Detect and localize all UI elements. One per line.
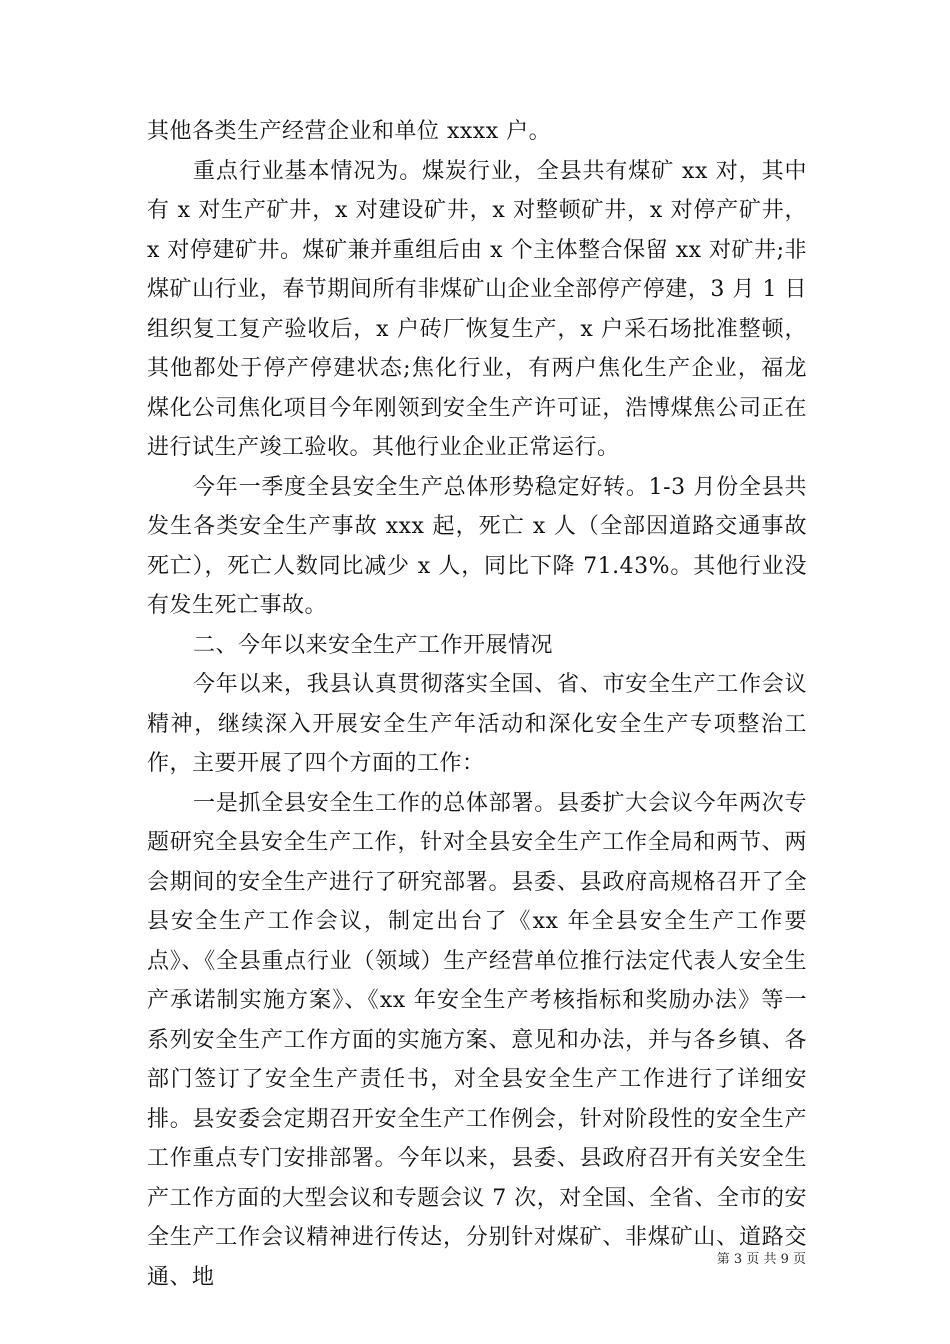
- section-heading: 二、今年以来安全生产工作开展情况: [193, 632, 554, 658]
- page-number-footer: 第 3 页 共 9 页: [716, 1252, 806, 1267]
- paragraph-key-industries: 重点行业基本情况为。煤炭行业，全县共有煤矿 xx 对，其中有 x 对生产矿井，x 对建设矿井，x 对整顿矿井，x 对停产矿井，x 对停建矿井。煤矿兼并重组后由 x 个主体整合保留 xx 对矿井;非煤矿山行业，春节期间所有非煤矿山企业全部停产停建，3 月 1 日组织复工复产验收后，x 户砖厂恢复生产，x 户采石场批准整顿，其他都处于停产停建状态;焦化行业，有两户焦化生产企业，福龙煤化公司焦化项目今年刚领到安全生产许可证，浩博煤焦公司正在进行试生产竣工验收。其他行业企业正常运行。: [147, 158, 807, 460]
- paragraph-overview: 今年以来，我县认真贯彻落实全国、省、市安全生产工作会议精神，继续深入开展安全生产年活动和深化安全生产专项整治工作，主要开展了四个方面的工作：: [147, 672, 807, 776]
- paragraph-continuation: 其他各类生产经营企业和单位 xxxx 户。: [147, 119, 552, 144]
- paragraph-first-quarter: 今年一季度全县安全生产总体形势稳定好转。1-3 月份全县共发生各类安全生产事故 xxx 起，死亡 x 人（全部因道路交通事故死亡），死亡人数同比减少 x 人，同比下降 71.43%。其他行业没有发生死亡事故。: [147, 474, 807, 618]
- document-body: [147, 112, 807, 1297]
- paragraph-deployment: 一是抓全县安全生工作的总体部署。县委扩大会议今年两次专题研究全县安全生产工作，针对全县安全生产工作全局和两节、两会期间的安全生产进行了研究部署。县委、县政府高规格召开了全县安全生产工作会议，制定出台了《xx 年全县安全生产工作要点》、《全县重点行业（领域）生产经营单位推行法定代表人安全生产承诺制实施方案》、《xx 年安全生产考核指标和奖励办法》等一系列安全生产工作方面的实施方案、意见和办法，并与各乡镇、各部门签订了安全生产责任书，对全县安全生产工作进行了详细安排。县安委会定期召开安全生产工作例会，针对阶段性的安全生产工作重点专门安排部署。今年以来，县委、县政府召开有关安全生产工作方面的大型会议和专题会议 7 次，对全国、全省、全市的安全生产工作会议精神进行传达，分别针对煤矿、非煤矿山、道路交通、地: [147, 790, 807, 1290]
